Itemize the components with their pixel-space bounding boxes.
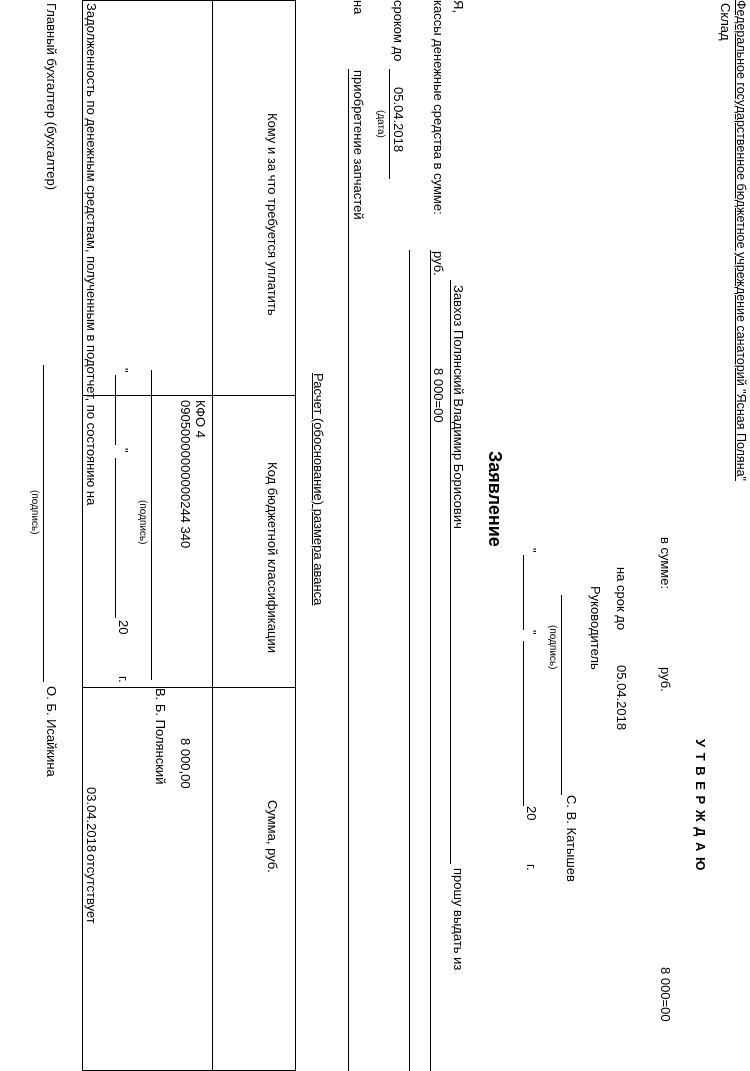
statement-purpose-value: приобретение запчастей: [351, 70, 366, 220]
applicant-day-line: [115, 375, 116, 445]
statement-currency: руб.: [431, 251, 446, 276]
approval-day-line: [523, 555, 524, 630]
approval-quote-close: ": [524, 630, 539, 635]
deadline-line: [389, 69, 390, 179]
accountant-name: О. Б. Исайкина: [44, 686, 59, 777]
table-header-code-label: Код бюджетной классификации: [265, 462, 280, 653]
statement-deadline-value: 05.04.2018: [391, 87, 406, 153]
organization-name: Федеральное государственное бюджетное учреждение санаторий "Ясная Поляна": [734, 0, 748, 481]
table-cell-code-line2: 09050000000000244 340: [178, 400, 193, 549]
table-cell-payee: [82, 0, 213, 396]
applicant-month-line: [115, 458, 116, 618]
debt-date-line: [82, 572, 83, 850]
approval-term-value: 05.04.2018: [614, 665, 629, 731]
applicant-quote-open: ": [116, 368, 131, 373]
approval-title: У Т В Е Р Ж Д А Ю: [693, 739, 708, 872]
applicant-quote-close: ": [116, 448, 131, 453]
approval-sum-value: 8 000=00: [658, 967, 673, 1022]
table-cell-sum: [82, 687, 213, 1071]
table-header-payee: [212, 0, 296, 396]
accountant-signature-line: [43, 365, 44, 682]
table-header-code: [212, 395, 296, 688]
applicant-line: [450, 280, 451, 864]
statement-applicant: Завхоз Полянский Владимир Борисович: [451, 285, 466, 529]
statement-amount: 8 000=00: [431, 368, 446, 423]
accountant-signature-hint: (подпись): [29, 490, 40, 535]
statement-purpose-label: на: [351, 0, 366, 15]
statement-cash-text: кассы денежные средства в сумме:: [431, 0, 446, 215]
calculation-title: Расчет (обоснование) размера аванса: [311, 373, 326, 606]
table-cell-sum-value: 8 000,00: [178, 738, 193, 789]
debt-status: отсутствует: [84, 854, 99, 924]
debt-date: 03.04.2018: [84, 787, 99, 853]
statement-title: Заявление: [485, 451, 505, 547]
statement-deadline-label: сроком до: [391, 0, 406, 62]
department-name: Склад: [718, 3, 733, 41]
table-header-payee-label: Кому и за что требуется уплатить: [265, 113, 280, 316]
applicant-year-prefix: 20: [116, 620, 131, 635]
approval-sum-label: в сумме:: [658, 537, 673, 590]
statement-i-label: Я,: [451, 0, 466, 13]
applicant-year-suffix: г.: [116, 676, 131, 683]
approval-head-label: Руководитель: [588, 586, 603, 670]
approval-currency: руб.: [658, 667, 673, 692]
accountant-label: Главный бухгалтер (бухгалтер): [44, 3, 59, 191]
approval-month-line: [523, 641, 524, 806]
approval-term-label: на срок до: [614, 567, 629, 631]
table-cell-code-line1: КФО 4: [193, 400, 208, 438]
statement-request-text: прошу выдать из: [451, 868, 466, 971]
statement-date-hint: (дата): [375, 110, 386, 138]
approval-year-prefix: 20: [524, 806, 539, 821]
approval-signature-hint: (подпись): [547, 625, 558, 670]
approval-year-suffix: г.: [524, 864, 539, 871]
approval-head-name: С. В. Катышев: [564, 795, 579, 882]
applicant-signature-hint: (подпись): [137, 500, 148, 545]
debt-text: Задолженность по денежным средствам, полученным в подотчет, по состоянию на: [84, 3, 99, 506]
table-header-sum-label: Сумма, руб.: [265, 800, 280, 873]
applicant-sign-name: В. Б. Полянский: [153, 688, 168, 785]
approval-signature-line: [561, 595, 562, 795]
table-header-sum: [212, 687, 296, 1071]
applicant-signature-line: [151, 370, 152, 680]
approval-quote-open: ": [524, 548, 539, 553]
amount-line: [430, 250, 431, 1071]
purpose-line: [348, 69, 349, 1071]
amount-continuation-line: [409, 250, 410, 1071]
